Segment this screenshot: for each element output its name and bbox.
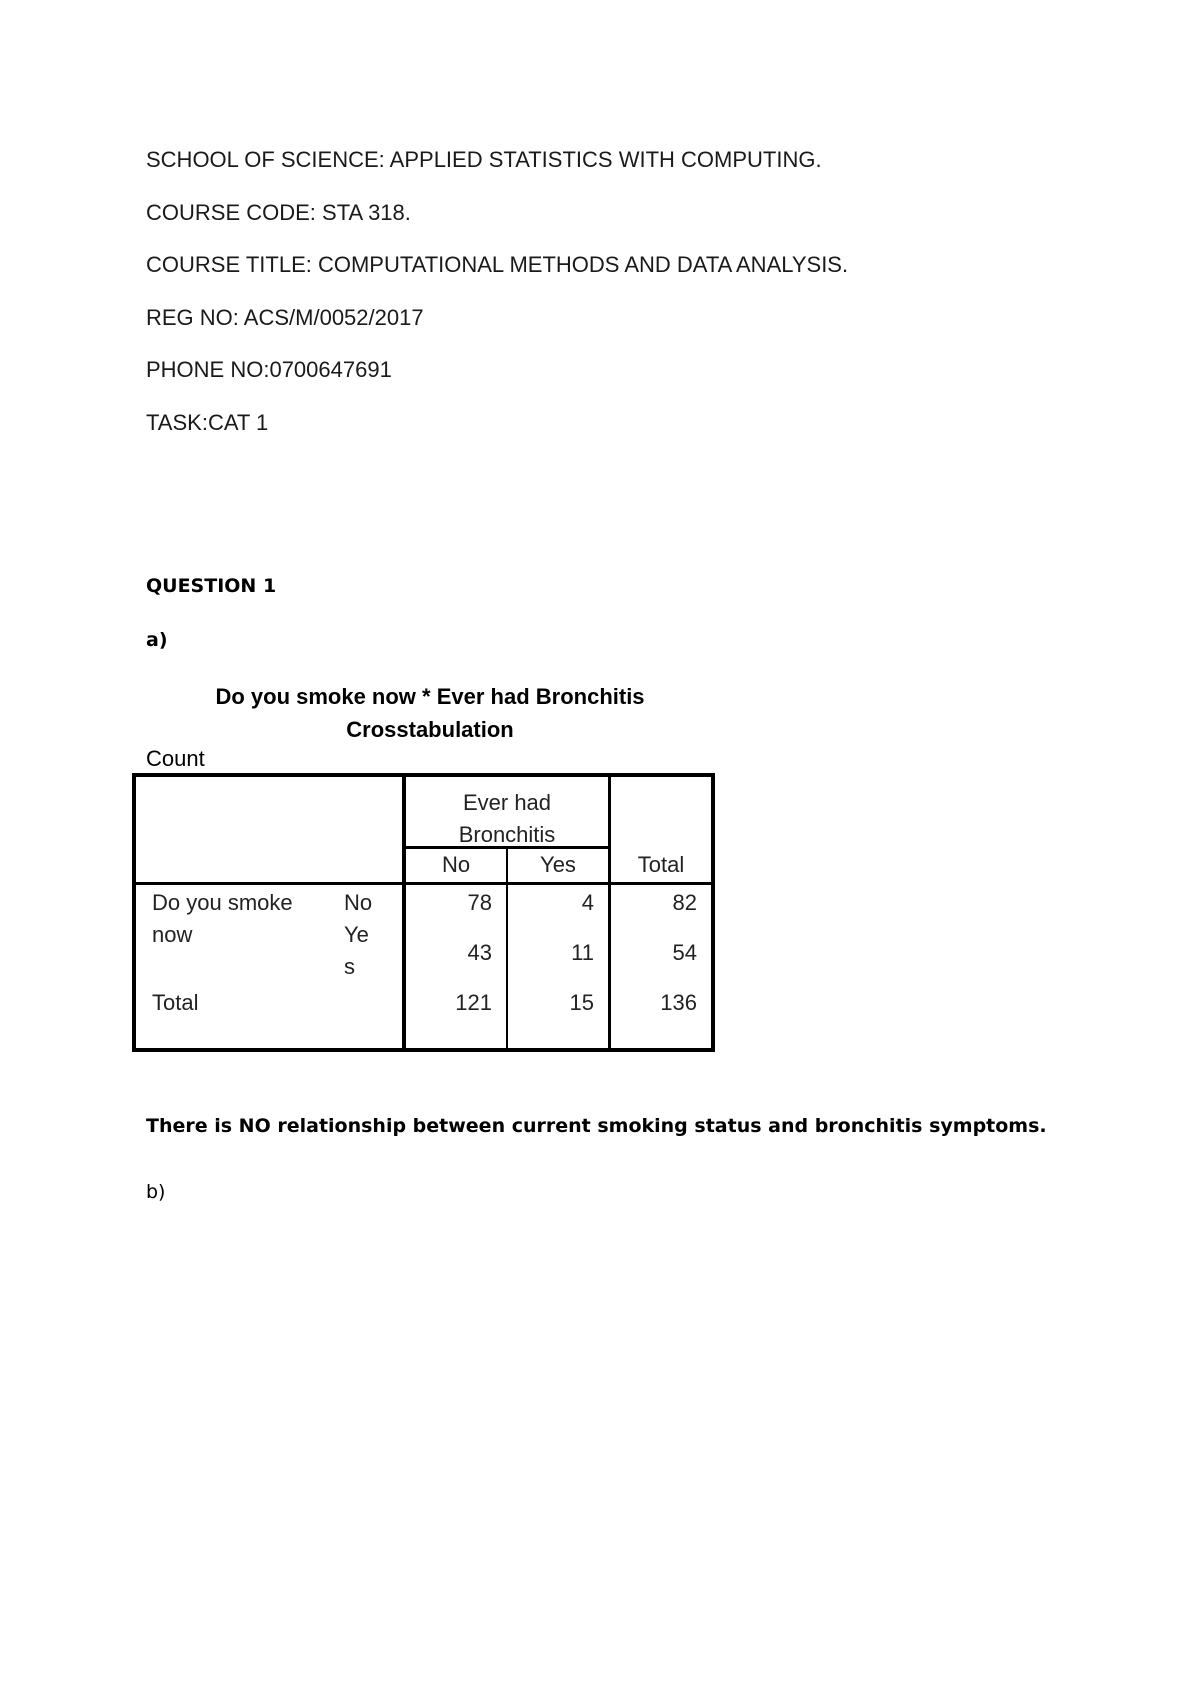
row-label-total: Total: [152, 990, 199, 1015]
cell-no-yes: 4: [581, 890, 594, 915]
row-label-yes-line2: s: [344, 954, 355, 979]
task-line: TASK:CAT 1: [146, 410, 269, 435]
cell-total-yes: 15: [569, 990, 594, 1015]
part-a-label: a): [146, 629, 168, 651]
row-var-line2: now: [152, 922, 193, 947]
part-b-label: b): [146, 1181, 166, 1203]
col-header-total: Total: [637, 852, 685, 877]
crosstab-title: [160, 680, 700, 746]
col-group-line1: Ever had: [462, 790, 552, 815]
crosstab-title-line2: Crosstabulation: [346, 717, 514, 742]
count-label: Count: [146, 746, 205, 771]
crosstab-table: [132, 773, 715, 1052]
cell-no-no: 78: [467, 890, 492, 915]
cell-no-total: 82: [672, 890, 697, 915]
crosstab-title-line1: Do you smoke now * Ever had Bronchitis: [215, 684, 645, 709]
reg-no-line: REG NO: ACS/M/0052/2017: [146, 305, 424, 330]
course-title-line: COURSE TITLE: COMPUTATIONAL METHODS AND DATA ANALYSIS.: [146, 252, 849, 277]
row-var-label: [152, 887, 293, 951]
col-group-line2: Bronchitis: [458, 822, 556, 847]
question-heading: QUESTION 1: [146, 575, 277, 597]
phone-no-line: PHONE NO:0700647691: [146, 357, 392, 382]
row-label-no: No: [344, 890, 373, 915]
cell-yes-total: 54: [672, 940, 697, 965]
cell-total-no: 121: [455, 990, 492, 1015]
col-header-yes: Yes: [540, 852, 576, 877]
cell-total-total: 136: [660, 990, 697, 1015]
school-line: SCHOOL OF SCIENCE: APPLIED STATISTICS WITH COMPUTING.: [146, 147, 822, 172]
cell-yes-yes: 11: [571, 940, 594, 965]
row-label-yes: [344, 919, 369, 983]
row-var-line1: Do you smoke: [152, 890, 293, 915]
col-header-no: No: [441, 852, 471, 877]
cell-yes-no: 43: [467, 940, 492, 965]
course-code-line: COURSE CODE: STA 318.: [146, 200, 411, 225]
divider-header-body: [136, 882, 711, 885]
conclusion-text: There is NO relationship between current smoking status and bronchitis symptoms.: [146, 1115, 1047, 1137]
col-group-header: [406, 787, 608, 851]
row-label-yes-line1: Ye: [344, 922, 369, 947]
